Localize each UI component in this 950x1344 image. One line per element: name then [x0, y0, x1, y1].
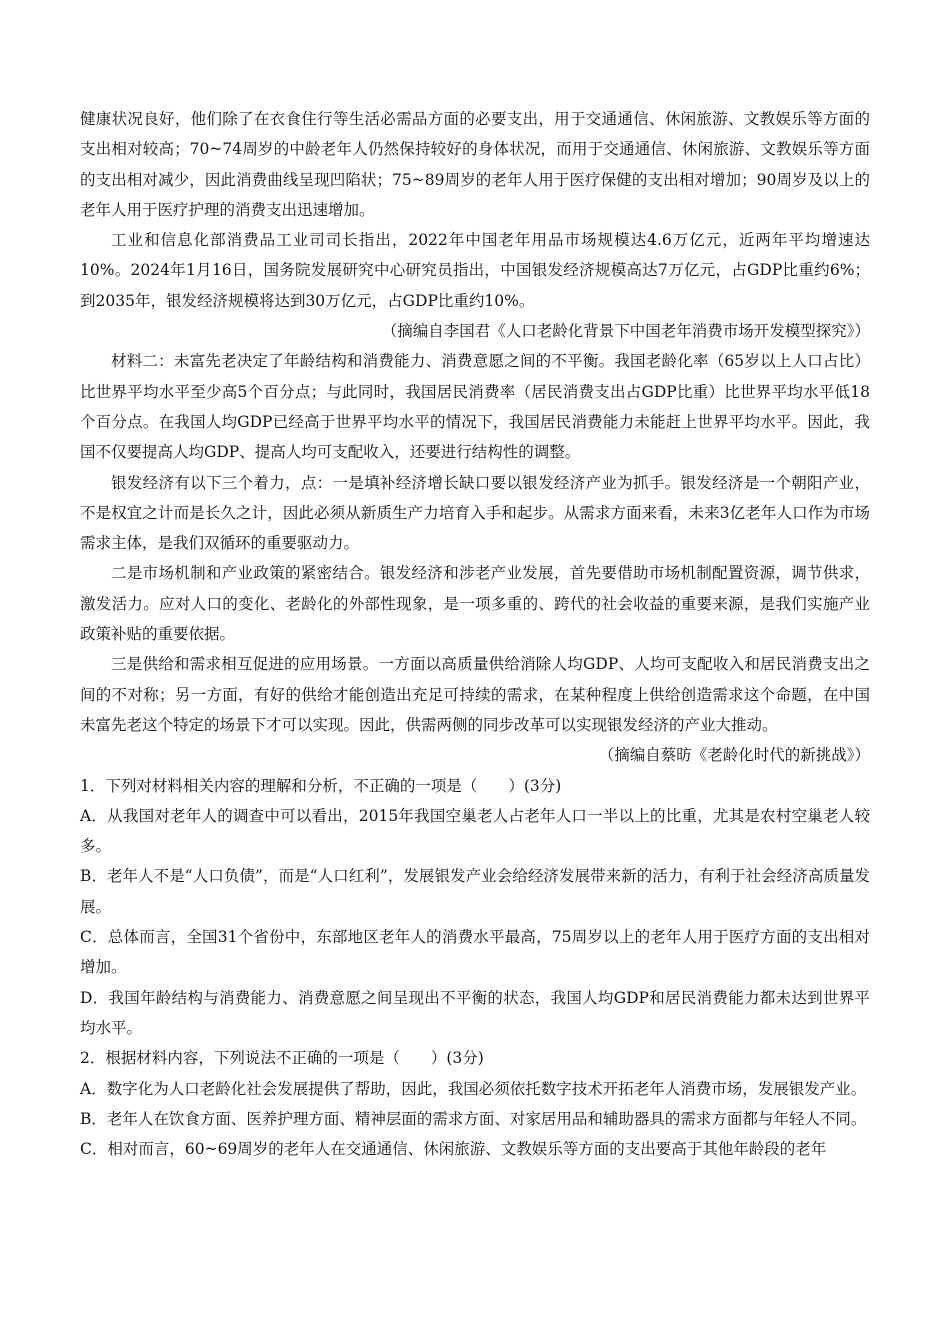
- paragraph-focus-two: 二是市场机制和产业政策的紧密结合。银发经济和涉老产业发展，首先要借助市场机制配置资源，调节供求，激发活力。应对人口的变化、老龄化的外部性现象，是一项多重的、跨代的社会收益的重要来源，是我们实施产业政策补贴的重要依据。: [80, 564, 870, 644]
- question-1-option-b[interactable]: B．老年人不是“人口负债”，而是“人口红利”，发展银发产业会给经济发展带来新的活力，有利于社会经济高质量发展。: [80, 867, 870, 916]
- paragraph-market-scale: 工业和信息化部消费品工业司司长指出，2022年中国老年用品市场规模达4.6万亿元，近两年平均增速达10%。2024年1月16日，国务院发展研究中心研究员指出，中国银发经济规模高达7万亿元，占GDP比重约6%；到2035年，银发经济规模将达到30万亿元，占GDP比重约10%。: [80, 231, 870, 310]
- question-1-stem: 1．下列对材料相关内容的理解和分析，不正确的一项是（ ）(3分): [80, 776, 562, 795]
- document-page: [80, 104, 870, 1164]
- question-2-option-b[interactable]: B．老年人在饮食方面、医养护理方面、精神层面的需求方面、对家居用品和辅助器具的需求方面都与年轻人不同。: [80, 1109, 867, 1128]
- question-1-option-d[interactable]: D．我国年龄结构与消费能力、消费意愿之间呈现出不平衡的状态，我国人均GDP和居民消费能力都未达到世界平均水平。: [80, 988, 870, 1037]
- source-citation-1: （摘编自李国君《人口老龄化背景下中国老年消费市场开发模型探究》）: [381, 322, 870, 341]
- paragraph-consumption-by-age: 健康状况良好，他们除了在衣食住行等生活必需品方面的必要支出，用于交通通信、休闲旅游、文教娱乐等方面的支出相对较高；70~74周岁的中龄老年人仍然保持较好的身体状况，而用于交通通信、休闲旅游、文教娱乐等方面的支出相对减少，因此消费曲线呈现凹陷状；75~89周岁的老年人用于医疗保健的支出相对增加；90周岁及以上的老年人用于医疗护理的消费支出迅速增加。: [80, 110, 870, 219]
- question-2-option-c[interactable]: C．相对而言，60~69周岁的老年人在交通通信、休闲旅游、文教娱乐等方面的支出要高于其他年龄段的老年: [80, 1140, 827, 1159]
- paragraph-focus-three: 三是供给和需求相互促进的应用场景。一方面以高质量供给消除人均GDP、人均可支配收入和居民消费支出之间的不对称；另一方面，有好的供给才能创造出充足可持续的需求，在某种程度上供给创造需求这个命题，在中国未富先老这个特定的场景下才可以实现。因此，供需两侧的同步改革可以实现银发经济的产业大推动。: [80, 655, 870, 734]
- paragraph-material-two: 材料二：未富先老决定了年龄结构和消费能力、消费意愿之间的不平衡。我国老龄化率（65岁以上人口占比）比世界平均水平至少高5个百分点；与此同时，我国居民消费率（居民消费支出占GDP比重）比世界平均水平低18个百分点。在我国人均GDP已经高于世界平均水平的情况下，我国居民消费能力未能赶上世界平均水平。因此，我国不仅要提高人均GDP、提高人均可支配收入，还要进行结构性的调整。: [80, 352, 870, 462]
- paragraph-focus-one: 银发经济有以下三个着力，点：一是填补经济增长缺口要以银发经济产业为抓手。银发经济是一个朝阳产业，不是权宜之计而是长久之计，因此必须从新质生产力培育入手和起步。从需求方面来看，未来3亿老年人口作为市场需求主体，是我们双循环的重要驱动力。: [80, 473, 870, 553]
- question-1: [80, 771, 870, 1044]
- question-2-option-a[interactable]: A．数字化为人口老龄化社会发展提供了帮助，因此，我国必须依托数字技术开拓老年人消费市场，发展银发产业。: [80, 1079, 867, 1098]
- question-2: [80, 1043, 870, 1164]
- source-citation-2: （摘编自蔡昉《老龄化时代的新挑战》）: [598, 746, 870, 765]
- question-1-option-a[interactable]: A．从我国对老年人的调查中可以看出，2015年我国空巢老人占老年人口一半以上的比重，尤其是农村空巢老人较多。: [80, 806, 870, 856]
- question-2-stem: 2．根据材料内容，下列说法不正确的一项是（ ）(3分): [80, 1049, 484, 1068]
- question-1-option-c[interactable]: C．总体而言，全国31个省份中，东部地区老年人的消费水平最高，75周岁以上的老年人用于医疗方面的支出相对增加。: [80, 928, 870, 977]
